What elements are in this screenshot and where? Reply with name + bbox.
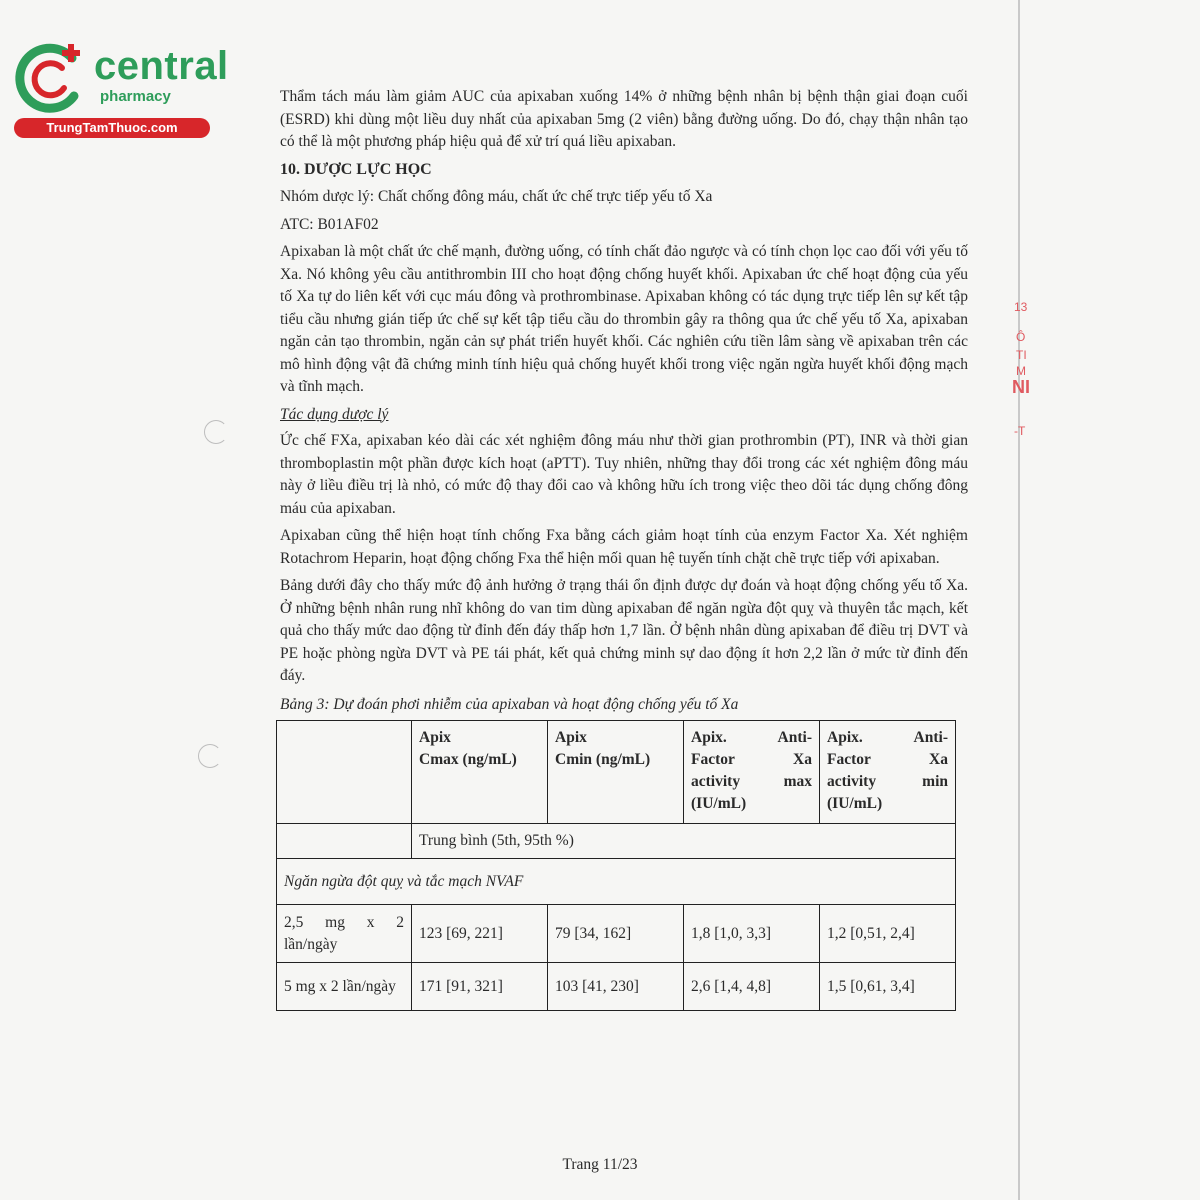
paragraph-mechanism: Apixaban là một chất ức chế mạnh, đường uống, có tính chất đảo ngược và có tính chọn lọc cao đối với yếu tố Xa. Nó không yêu cầu antithrombin III cho hoạt động chống huyết khối. Apixaban ức chế hoạt động của yếu tố Xa tự do liên kết với cục máu đông và prothrombinase. Apixaban không có tác dụng trực tiếp lên sự kết tập tiểu cầu nhưng gián tiếp ức chế sự kết tập tiểu cầu do thrombin gây ra thông qua ức chế yếu tố Xa, apixaban ngăn cản tạo thrombin, ngăn cản sự phát triển huyết khối. Các nghiên cứu tiền lâm sàng về apixaban trên các mô hình động vật đã chứng minh tính hiệu quả chống huyết khối trong việc ngăn ngừa huyết khối động mạch và tĩnh mạch.: [280, 243, 968, 395]
subheading-effects: Tác dụng dược lý: [280, 405, 389, 423]
table-cell: 171 [91, 321]: [412, 963, 548, 1011]
table-header-empty: [277, 721, 412, 824]
table-cell: 1,8 [1,0, 3,3]: [684, 905, 820, 963]
table-header-row: [277, 721, 956, 824]
table-cell: 123 [69, 221]: [412, 905, 548, 963]
table-cell: 1,5 [0,61, 3,4]: [820, 963, 956, 1011]
table-header-antixa-min: Apix. Anti- Factor Xa activity min (IU/mL): [820, 721, 956, 824]
stamp-fragment: NI: [1012, 377, 1030, 397]
table-cell: [277, 824, 412, 859]
document-body: [280, 86, 968, 1011]
table-header-antixa-max: Apix. Anti- Factor Xa activity max (IU/mL): [684, 721, 820, 824]
table-cell: 79 [34, 162]: [548, 905, 684, 963]
intro-paragraph: Thẩm tách máu làm giảm AUC của apixaban xuống 14% ở những bệnh nhân bị bệnh thận giai đoạn cuối (ESRD) khi dùng một liều duy nhất của apixaban 5mg (2 viên) bằng đường uống. Do đó, chạy thận nhân tạo có thể là một phương pháp hiệu quả để xử trí quá liều apixaban.: [280, 88, 968, 150]
table-header-cmin: Apix Cmin (ng/mL): [548, 721, 684, 824]
stamp-fragment: M: [1016, 364, 1026, 378]
table-cell: 103 [41, 230]: [548, 963, 684, 1011]
stamp-fragment: -T: [1014, 424, 1026, 438]
logo-url-badge: TrungTamThuoc.com: [14, 118, 210, 138]
table-row: [277, 963, 956, 1011]
table-row-label: 2,5 mg x 2 lần/ngày: [277, 905, 412, 963]
punch-hole-bottom: [198, 744, 222, 768]
stamp-fragment: 13: [1014, 300, 1028, 314]
table-cell: 1,2 [0,51, 2,4]: [820, 905, 956, 963]
pharmacologic-group: Nhóm dược lý: Chất chống đông máu, chất ức chế trực tiếp yếu tố Xa: [280, 188, 713, 205]
paragraph-anti-xa: Apixaban cũng thể hiện hoạt tính chống Fxa bằng cách giảm hoạt tính của enzym Factor Xa. Xét nghiệm Rotachrom Heparin, hoạt động chống Fxa thể hiện mối quan hệ tuyến tính chặt chẽ trực tiếp với apixaban.: [280, 527, 968, 567]
table-row: [277, 905, 956, 963]
punch-hole-top: [204, 420, 228, 444]
atc-code: ATC: B01AF02: [280, 215, 379, 233]
table-subheader-row: [277, 824, 956, 859]
stamp-fragment: TI: [1016, 348, 1027, 362]
logo-wordmark: central: [94, 44, 229, 88]
logo-subtitle: pharmacy: [100, 88, 171, 105]
paragraph-table-intro: Bảng dưới đây cho thấy mức độ ảnh hưởng ở trạng thái ổn định được dự đoán và hoạt động chống yếu tố Xa. Ở những bệnh nhân rung nhĩ không do van tim dùng apixaban để ngăn ngừa đột quỵ và thuyên tắc mạch, kết quả cho thấy mức dao động từ đỉnh đến đáy thấp hơn 1,7 lần. Ở bệnh nhân dùng apixaban để điều trị DVT và PE hoặc phòng ngừa DVT và PE tái phát, kết quả chứng minh sự dao động ít hơn 2,2 lần ở mức từ đỉnh đến đáy.: [280, 577, 968, 684]
table-section-label: Ngăn ngừa đột quỵ và tắc mạch NVAF: [277, 859, 956, 905]
section-heading: 10. DƯỢC LỰC HỌC: [280, 160, 432, 178]
table-section-row: [277, 859, 956, 905]
page-number: Trang 11/23: [562, 1156, 638, 1173]
exposure-table: [276, 720, 956, 1011]
table-row-label: 5 mg x 2 lần/ngày: [277, 963, 412, 1011]
stamp-fragment: Ô: [1016, 330, 1026, 344]
central-pharmacy-logo: [10, 38, 229, 138]
pharmacy-c-cross-icon: [10, 38, 90, 118]
table-header-cmax: Apix Cmax (ng/mL): [412, 721, 548, 824]
table-caption: Bảng 3: Dự đoán phơi nhiễm của apixaban và hoạt động chống yếu tố Xa: [280, 695, 739, 713]
page-edge-line: [1018, 0, 1020, 1200]
table-subheader: Trung bình (5th, 95th %): [412, 824, 956, 859]
paragraph-coagulation: Ức chế FXa, apixaban kéo dài các xét nghiệm đông máu như thời gian prothrombin (PT), INR và thời gian thromboplastin một phần được kích hoạt (aPTT). Tuy nhiên, những thay đổi trong các xét nghiệm đông máu này ở liều điều trị là nhỏ, có mức độ thay đổi cao và không hữu ích trong việc theo dõi tác dụng chống đông máu của apixaban.: [280, 432, 968, 517]
table-cell: 2,6 [1,4, 4,8]: [684, 963, 820, 1011]
